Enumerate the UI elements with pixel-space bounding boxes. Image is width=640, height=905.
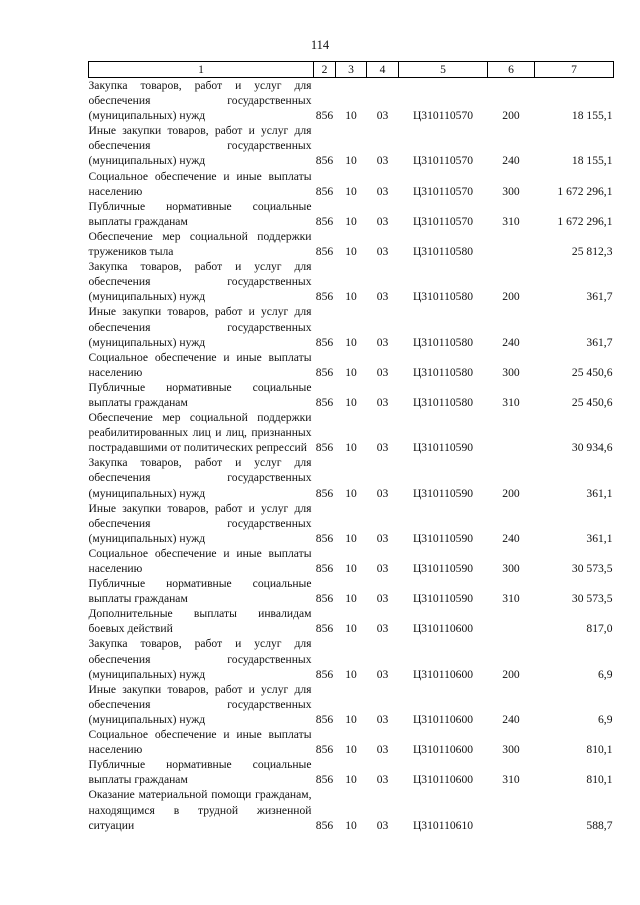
- row-admin-code: 856: [315, 486, 334, 500]
- row-amount: 6,9: [598, 712, 613, 726]
- row-target-article: Ц310110600: [412, 743, 474, 757]
- row-target-article: Ц310110580: [412, 395, 474, 409]
- row-subsection: 03: [376, 154, 389, 168]
- row-target-article: Ц310110600: [412, 622, 474, 636]
- header-col-6: 6: [488, 62, 535, 78]
- row-expense-type: 240: [502, 531, 520, 545]
- row-section: 10: [345, 743, 357, 757]
- row-admin-code: 856: [315, 365, 334, 379]
- row-subsection: 03: [376, 365, 389, 379]
- row-section: 10: [345, 773, 357, 787]
- table-body: [89, 78, 614, 833]
- row-target-article: Ц310110600: [412, 712, 474, 726]
- header-col-3: 3: [336, 62, 367, 78]
- row-amount: 6,9: [598, 667, 613, 681]
- row-expense-type: [488, 606, 535, 636]
- row-section: 10: [345, 441, 357, 455]
- row-section: 10: [345, 365, 357, 379]
- table-row: [89, 606, 614, 636]
- row-subsection: 03: [376, 622, 389, 636]
- table-row: [89, 229, 614, 259]
- row-expense-type: 300: [502, 562, 520, 575]
- row-subsection: 03: [376, 592, 389, 606]
- row-admin-code: 856: [315, 395, 334, 409]
- row-expense-type: 310: [502, 395, 520, 409]
- row-description: Иные закупки товаров, работ и услуг для обеспечения государственных (муниципальных) нужд: [88, 501, 312, 545]
- header-col-4: 4: [367, 62, 399, 78]
- row-subsection: 03: [376, 441, 389, 455]
- row-description: Закупка товаров, работ и услуг для обеспечения государственных (муниципальных) нужд: [88, 260, 312, 304]
- row-admin-code: 856: [315, 531, 334, 545]
- row-admin-code: 856: [315, 773, 334, 787]
- row-expense-type: 310: [502, 592, 520, 606]
- row-admin-code: 856: [315, 743, 334, 757]
- row-section: 10: [345, 245, 357, 259]
- row-amount: 361,1: [586, 531, 613, 545]
- row-expense-type: 200: [502, 290, 520, 304]
- row-subsection: 03: [376, 531, 389, 545]
- row-subsection: 03: [376, 245, 389, 259]
- row-admin-code: 856: [315, 184, 334, 198]
- row-target-article: Ц310110610: [412, 818, 474, 832]
- row-amount: 30 573,5: [571, 562, 613, 575]
- row-expense-type: 300: [502, 743, 520, 757]
- table-row: [89, 123, 614, 168]
- row-description: Дополнительные выплаты инвалидам боевых действий: [88, 607, 312, 636]
- row-amount: 1 672 296,1: [557, 214, 613, 228]
- row-description: Публичные нормативные социальные выплаты гражданам: [88, 577, 312, 606]
- table-row: [89, 350, 614, 380]
- row-section: 10: [345, 562, 357, 575]
- row-target-article: Ц310110590: [412, 486, 474, 500]
- row-subsection: 03: [376, 712, 389, 726]
- row-expense-type: 200: [502, 109, 520, 123]
- table-row: [89, 727, 614, 757]
- table-row: [89, 787, 614, 832]
- row-amount: 18 155,1: [571, 109, 613, 123]
- row-description: Социальное обеспечение и иные выплаты населению: [88, 728, 312, 757]
- row-target-article: Ц310110580: [412, 245, 474, 259]
- row-expense-type: [488, 229, 535, 259]
- row-subsection: 03: [376, 486, 389, 500]
- row-subsection: 03: [376, 818, 389, 832]
- row-section: 10: [345, 154, 357, 168]
- row-expense-type: 300: [502, 184, 520, 198]
- row-expense-type: 310: [502, 214, 520, 228]
- row-target-article: Ц310110580: [412, 365, 474, 379]
- row-subsection: 03: [376, 773, 389, 787]
- row-amount: 1 672 296,1: [557, 184, 613, 198]
- row-amount: 18 155,1: [571, 154, 613, 168]
- row-target-article: Ц310110570: [412, 184, 474, 198]
- row-section: 10: [345, 712, 357, 726]
- row-section: 10: [345, 667, 357, 681]
- row-target-article: Ц310110600: [412, 773, 474, 787]
- row-target-article: Ц310110570: [412, 214, 474, 228]
- table-row: [89, 682, 614, 727]
- row-admin-code: 856: [315, 214, 334, 228]
- row-admin-code: 856: [315, 562, 334, 575]
- row-target-article: Ц310110600: [412, 667, 474, 681]
- row-amount: 817,0: [586, 622, 613, 636]
- row-subsection: 03: [376, 214, 389, 228]
- row-section: 10: [345, 818, 357, 832]
- row-admin-code: 856: [315, 441, 334, 455]
- table-row: [89, 380, 614, 410]
- row-subsection: 03: [376, 109, 389, 123]
- row-description: Закупка товаров, работ и услуг для обеспечения государственных (муниципальных) нужд: [88, 79, 312, 123]
- row-expense-type: [488, 410, 535, 455]
- table-row: [89, 501, 614, 546]
- row-subsection: 03: [376, 335, 389, 349]
- row-subsection: 03: [376, 184, 389, 198]
- table-header: [89, 62, 614, 78]
- row-admin-code: 856: [315, 335, 334, 349]
- row-admin-code: 856: [315, 818, 334, 832]
- row-target-article: Ц310110570: [412, 109, 474, 123]
- row-admin-code: 856: [315, 109, 334, 123]
- row-expense-type: [488, 787, 535, 832]
- row-description: Обеспечение мер социальной поддержки реабилитированных лиц и лиц, признанных пострадавшими от политических репрессий: [88, 411, 312, 455]
- table-row: [89, 259, 614, 304]
- row-admin-code: 856: [315, 245, 334, 259]
- row-amount: 361,1: [586, 486, 613, 500]
- table-row: [89, 78, 614, 124]
- table-row: [89, 199, 614, 229]
- row-description: Оказание материальной помощи гражданам, находящимся в трудной жизненной ситуации: [88, 788, 312, 832]
- row-admin-code: 856: [315, 290, 334, 304]
- row-description: Социальное обеспечение и иные выплаты населению: [88, 546, 312, 575]
- row-description: Закупка товаров, работ и услуг для обеспечения государственных (муниципальных) нужд: [88, 637, 312, 681]
- row-expense-type: 240: [502, 335, 520, 349]
- row-target-article: Ц310110590: [412, 562, 474, 575]
- row-section: 10: [345, 335, 357, 349]
- table-row: [89, 455, 614, 500]
- row-section: 10: [345, 395, 357, 409]
- row-subsection: 03: [376, 562, 389, 575]
- row-description: Публичные нормативные социальные выплаты гражданам: [88, 199, 312, 228]
- header-col-2: 2: [314, 62, 336, 78]
- row-target-article: Ц310110580: [412, 335, 474, 349]
- header-col-7: 7: [535, 62, 614, 78]
- table-row: [89, 169, 614, 199]
- row-admin-code: 856: [315, 667, 334, 681]
- row-description: Социальное обеспечение и иные выплаты населению: [88, 350, 312, 379]
- header-col-1: 1: [89, 62, 314, 78]
- page-number: 114: [310, 38, 330, 52]
- table-row: [89, 576, 614, 606]
- row-description: Закупка товаров, работ и услуг для обеспечения государственных (муниципальных) нужд: [88, 456, 312, 500]
- row-section: 10: [345, 290, 357, 304]
- row-target-article: Ц310110590: [412, 592, 474, 606]
- row-admin-code: 856: [315, 592, 334, 606]
- table-row: [89, 410, 614, 455]
- row-description: Публичные нормативные социальные выплаты гражданам: [88, 758, 312, 787]
- row-amount: 588,7: [586, 818, 613, 832]
- row-expense-type: 200: [502, 486, 520, 500]
- row-section: 10: [345, 486, 357, 500]
- row-section: 10: [345, 214, 357, 228]
- row-amount: 25 450,6: [571, 395, 613, 409]
- row-description: Социальное обеспечение и иные выплаты населению: [88, 169, 312, 198]
- row-admin-code: 856: [315, 712, 334, 726]
- row-target-article: Ц310110580: [412, 290, 474, 304]
- budget-table: [88, 61, 614, 833]
- row-section: 10: [345, 184, 357, 198]
- row-description: Иные закупки товаров, работ и услуг для обеспечения государственных (муниципальных) нужд: [88, 305, 312, 349]
- row-target-article: Ц310110590: [412, 441, 474, 455]
- row-subsection: 03: [376, 395, 389, 409]
- table-row: [89, 546, 614, 576]
- row-amount: 810,1: [586, 743, 613, 757]
- row-description: Обеспечение мер социальной поддержки тружеников тыла: [88, 229, 312, 259]
- row-expense-type: 240: [502, 712, 520, 726]
- row-expense-type: 310: [502, 773, 520, 787]
- row-amount: 25 812,3: [571, 245, 613, 259]
- row-target-article: Ц310110590: [412, 531, 474, 545]
- row-section: 10: [345, 622, 357, 636]
- row-subsection: 03: [376, 743, 389, 757]
- row-section: 10: [345, 531, 357, 545]
- row-admin-code: 856: [315, 154, 334, 168]
- header-row: [89, 62, 614, 78]
- row-amount: 361,7: [586, 335, 613, 349]
- table-row: [89, 304, 614, 349]
- row-section: 10: [345, 592, 357, 606]
- table-row: [89, 757, 614, 787]
- row-amount: 30 573,5: [571, 592, 613, 606]
- row-subsection: 03: [376, 667, 389, 681]
- row-target-article: Ц310110570: [412, 154, 474, 168]
- row-subsection: 03: [376, 290, 389, 304]
- row-admin-code: 856: [315, 622, 334, 636]
- row-expense-type: 240: [502, 154, 520, 168]
- row-expense-type: 200: [502, 667, 520, 681]
- row-amount: 810,1: [586, 773, 613, 787]
- row-expense-type: 300: [502, 365, 520, 379]
- row-description: Иные закупки товаров, работ и услуг для обеспечения государственных (муниципальных) нужд: [88, 682, 312, 726]
- row-amount: 30 934,6: [571, 441, 613, 455]
- row-amount: 361,7: [586, 290, 613, 304]
- row-description: Иные закупки товаров, работ и услуг для обеспечения государственных (муниципальных) нужд: [88, 124, 312, 168]
- header-col-5: 5: [399, 62, 488, 78]
- row-section: 10: [345, 109, 357, 123]
- table-row: [89, 636, 614, 681]
- row-amount: 25 450,6: [571, 365, 613, 379]
- row-description: Публичные нормативные социальные выплаты гражданам: [88, 380, 312, 409]
